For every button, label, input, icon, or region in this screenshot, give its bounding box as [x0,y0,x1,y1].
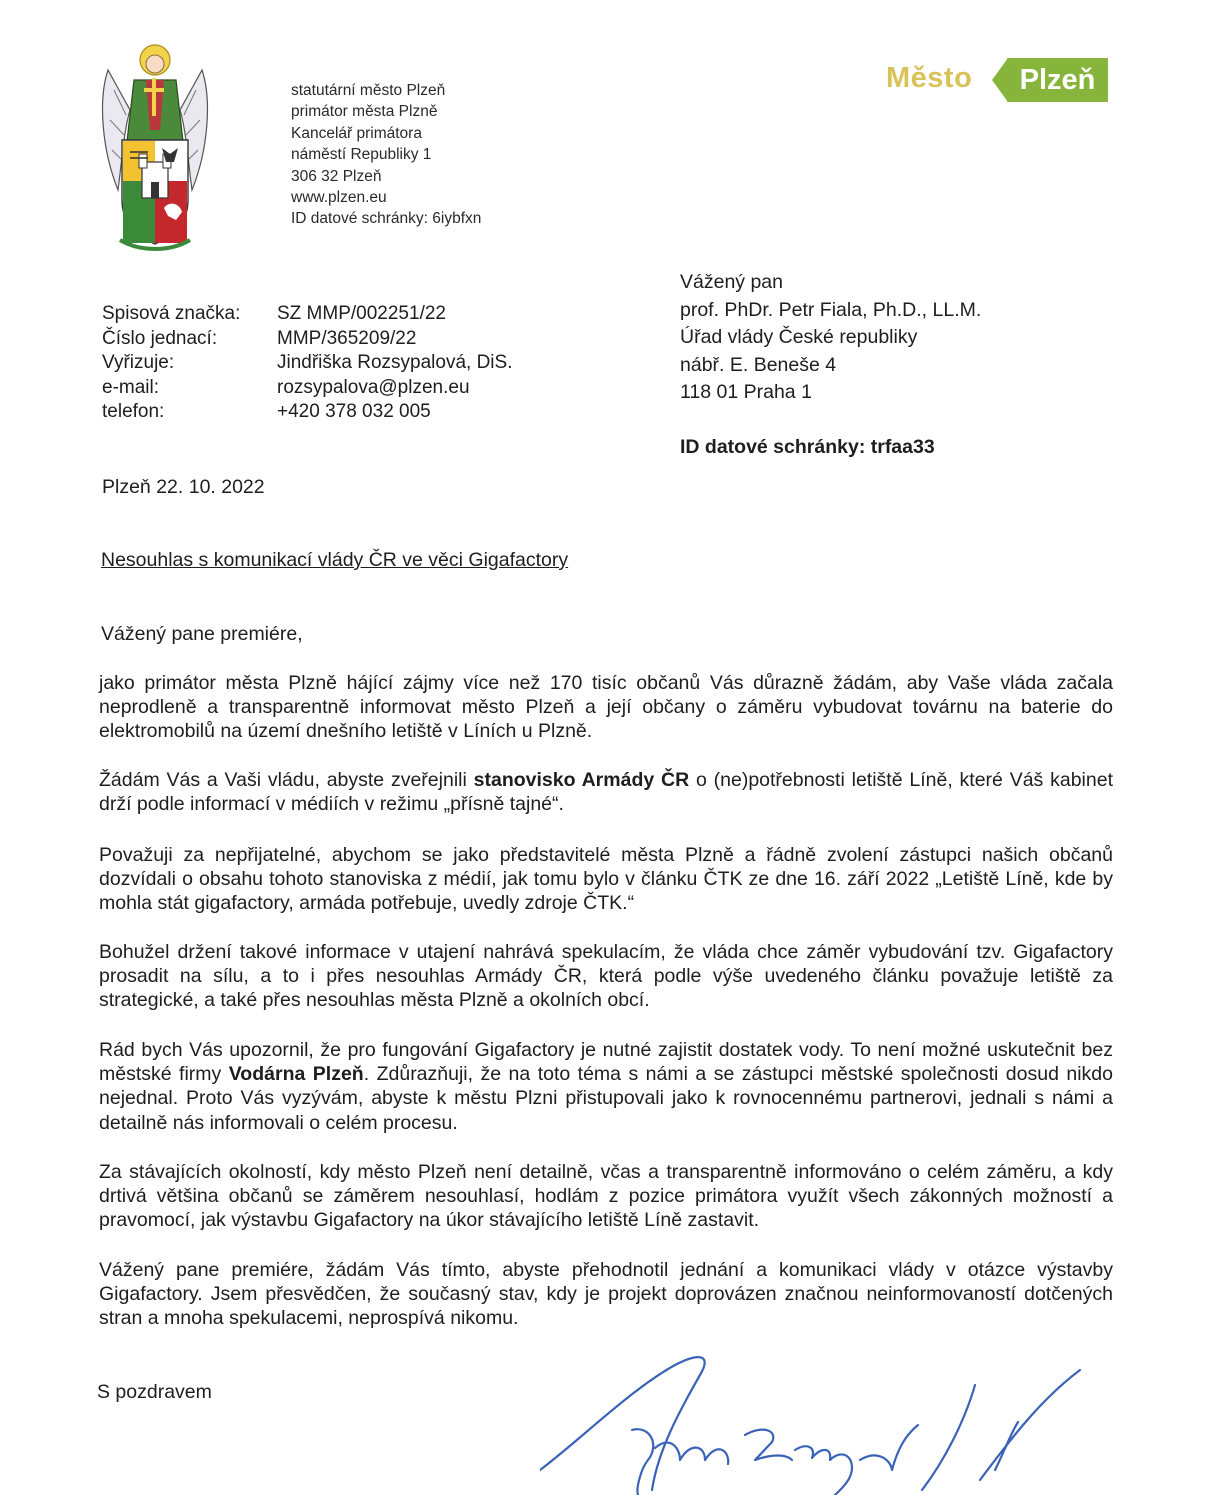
meta-value: Jindřiška Rozsypalová, DiS. [277,352,513,373]
paragraph-text: o (ne)potřebnosti letiště Líně, které Váš kabinet drží podle informací v médiích v režimu „přísně tajné“. [99,769,1113,816]
letter-salutation: Vážený pane premiére, [101,623,303,645]
logo-word-mesto: Město [886,62,973,94]
meta-value: SZ MMP/002251/22 [277,303,446,324]
paragraph-text: Žádám Vás a Vaši vládu, abyste zveřejnili [99,769,474,791]
body-paragraph-4: Bohužel držení takové informace v utajení nahrává spekulacím, že vláda chce záměr vybudování tzv. Gigafactory prosadit na sílu, a to i přes nesouhlas Armády ČR, která podle výše uvedeného článku považuje letiště za strategické, a také přes nesouhlas města Plzně a okolních obcí. [99,941,1113,1012]
meta-row [102,351,512,376]
body-paragraph-6: Za stávajících okolností, kdy město Plzeň není detailně, včas a transparentně informováno o celém záměru, a kdy drtivá většina občanů se záměrem nesouhlasí, hodlám z pozice primátora využít všech zákonných možností a pravomocí, jak výstavbu Gigafactory na úkor stávajícího letiště Líně zastavit. [99,1161,1113,1232]
meta-value: MMP/365209/22 [277,327,417,349]
meta-label: Číslo jednací: [102,327,218,349]
sender-line: primátor města Plzně [291,103,438,121]
paragraph-emphasis: Vodárna Plzeň [228,1063,364,1086]
reference-metadata [102,302,512,425]
letter-closing: S pozdravem [97,1381,212,1403]
meta-row [102,327,512,352]
recipient-address-block [680,269,981,407]
body-paragraph-5 [99,1038,1113,1135]
meta-row [102,376,512,401]
paragraph-text: . Zdůrazňuji, že na toto téma s námi a se zástupci městské společnosti dosud nikdo nejednal. Proto Vás vyzývám, abyste k městu Plzni přistupovali jako k rovnocennému partnerovi, jednali s námi a detailně nás informovali o celém procesu. [99,1063,1113,1134]
paragraph-text: Rád bych Vás upozornil, že pro fungování Gigafactory je nutné zajistit dostatek vody. To není možné uskutečnit bez městské firmy [99,1039,1113,1086]
recipient-line: Úřad vlády České republiky [680,326,918,349]
recipient-line: nábř. E. Beneše 4 [680,353,837,376]
recipient-line: Vážený pan [680,271,783,293]
logo-word-plzen: Plzeň [1007,58,1108,102]
sender-address-block [291,80,481,230]
body-paragraph-3: Považuji za nepřijatelné, abychom se jako představitelé města Plzně a řádně zvolení zástupci našich občanů dozvídali o obsahu tohoto stanoviska z médií, jak tomu bylo v článku ČTK ze dne 16. září 2022 „Letiště Líně, kde by mohla stát gigafactory, armáda potřebuje, uvedly zdroje ČTK.“ [99,844,1113,915]
sender-line: www.plzen.eu [291,189,387,207]
paragraph-emphasis: stanovisko Armády ČR [473,769,690,791]
body-paragraph-7: Vážený pane premiére, žádám Vás tímto, abyste přehodnotil jednání a komunikaci vlády v otázce výstavby Gigafactory. Jsem přesvědčen, že současný stav, kdy je projekt doprovázen značnou neinformovaností dotčených stran a mnoha spekulacemi, neprospívá nikomu. [99,1259,1113,1330]
mesto-plzen-logo [886,58,1110,102]
recipient-line: 118 01 Praha 1 [680,381,812,404]
meta-value: rozsypalova@plzen.eu [277,376,470,398]
letter-date: Plzeň 22. 10. 2022 [102,476,265,498]
sender-line: 306 32 Plzeň [291,167,382,185]
sender-line: náměstí Republiky 1 [291,146,432,164]
logo-arrow-icon [992,58,1008,102]
sender-line: statutární město Plzeň [291,82,446,99]
sender-line: Kancelář primátora [291,124,422,142]
body-paragraph-1: jako primátor města Plzně hájící zájmy více než 170 tisíc občanů Vás důrazně žádám, aby Vaše vláda začala neprodleně a transparentně informovat město Plzeň a její občany o záměru vybudovat továrnu na baterie do elektromobilů na území dnešního letiště v Líních u Plzně. [99,672,1113,743]
recipient-databox-id: ID datové schránky: trfaa33 [680,436,935,458]
meta-label: e-mail: [102,376,160,398]
recipient-line: prof. PhDr. Petr Fiala, Ph.D., LL.M. [680,298,982,321]
sender-line: ID datové schránky: 6iybfxn [291,210,482,228]
meta-label: Vyřizuje: [102,352,175,373]
meta-row [102,400,512,425]
meta-value: +420 378 032 005 [277,401,431,422]
letter-subject: Nesouhlas s komunikací vlády ČR ve věci Gigafactory [101,549,569,571]
handwritten-signature [540,1330,1120,1495]
body-paragraph-2 [99,768,1113,816]
meta-label: Spisová značka: [102,303,241,324]
meta-label: telefon: [102,401,165,422]
city-coat-of-arms-icon [100,40,210,255]
meta-row [102,302,512,327]
